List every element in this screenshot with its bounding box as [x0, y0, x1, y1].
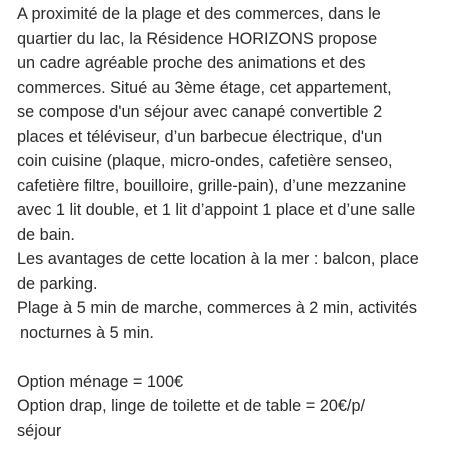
option-cleaning: Option ménage = 100€: [17, 372, 184, 391]
description-line: quartier du lac, la Résidence HORIZONS propose: [17, 29, 378, 48]
description-line: commerces. Situé au 3ème étage, cet appartement,: [17, 78, 392, 97]
spacer: [17, 345, 447, 370]
description-line: un cadre agréable proche des animations et des: [17, 54, 366, 72]
description-line: avec 1 lit double, et 1 lit d’appoint 1 place et d’une salle: [17, 201, 416, 219]
description-line: A proximité de la plage et des commerces, dans le: [17, 5, 381, 23]
description-line: se compose d'un séjour avec canapé convertible 2: [17, 103, 383, 121]
description-line: de parking.: [17, 274, 98, 293]
description-line: Plage à 5 min de marche, commerces à 2 min, activités: [17, 299, 417, 317]
description-line: de bain.: [17, 225, 75, 244]
description-line: coin cuisine (plaque, micro-ondes, cafetière senseo,: [17, 152, 393, 170]
description-line: nocturnes à 5 min.: [20, 323, 154, 342]
description-line: Les avantages de cette location à la mer : balcon, place: [17, 250, 419, 268]
description-line: places et téléviseur, d’un barbecue électrique, d'un: [17, 127, 383, 146]
option-linen: Option drap, linge de toilette et de table = 20€/p/: [17, 397, 366, 415]
description-line: cafetière filtre, bouilloire, grille-pain), d’une mezzanine: [17, 176, 407, 195]
property-description: [17, 2, 447, 443]
option-linen-continued: séjour: [17, 421, 62, 440]
